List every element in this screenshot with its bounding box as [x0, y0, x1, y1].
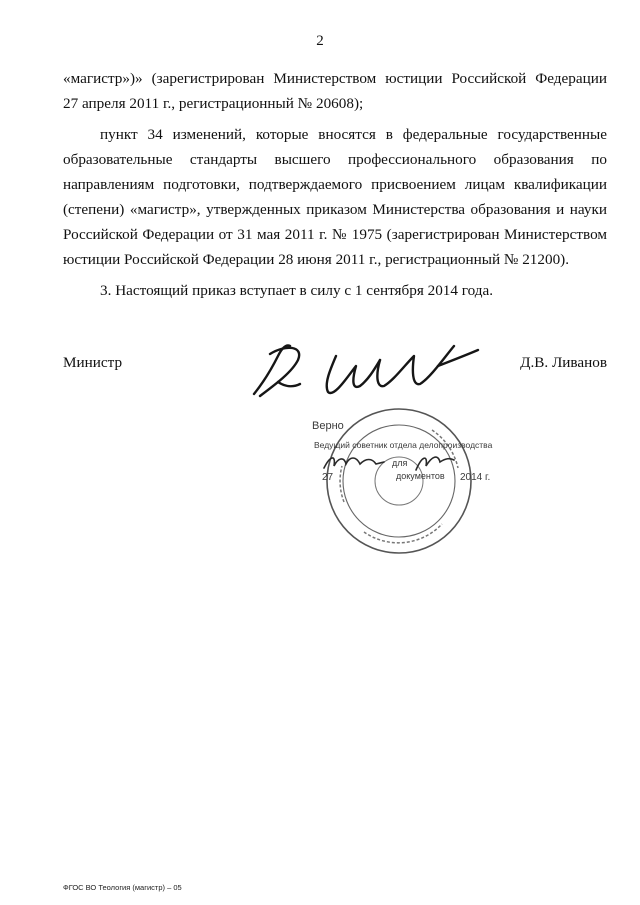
- minister-name: Д.В. Ливанов: [520, 354, 607, 371]
- text-line: направлениям подготовки, подтверждаемого присвоением лицам квалификации: [63, 176, 607, 193]
- minister-signature: [248, 336, 488, 406]
- stamp-documents: документов: [396, 471, 445, 481]
- paragraph-point-34: [63, 122, 607, 272]
- stamp-dlya: для: [392, 458, 408, 468]
- stamp-day: 27: [322, 472, 334, 483]
- text-line: юстиции Российской Федерации 28 июня 2011 г., регистрационный № 21200).: [63, 251, 570, 268]
- text-line: 27 апреля 2011 г., регистрационный № 20608);: [63, 95, 364, 112]
- stamp-verno: Верно: [312, 420, 344, 432]
- document-footer: ФГОС ВО Теология (магистр) – 05: [63, 883, 182, 892]
- text-line: (степени) «магистр», утвержденных приказом Министерства образования и науки: [63, 201, 607, 218]
- text-line: образовательные стандарты высшего профессионального образования по: [63, 151, 607, 168]
- stamp-year: 2014 г.: [460, 472, 491, 483]
- paragraph-effective-date: [63, 278, 607, 303]
- text-line: 3. Настоящий приказ вступает в силу с 1 сентября 2014 года.: [100, 282, 494, 299]
- text-line: Российской Федерации от 31 мая 2011 г. № 1975 (зарегистрирован Министерством: [63, 226, 607, 243]
- page-number: 2: [316, 33, 324, 49]
- text-line: «магистр»)» (зарегистрирован Министерством юстиции Российской Федерации: [63, 70, 607, 87]
- paragraph-registration: [63, 66, 607, 116]
- certification-stamp: [300, 400, 510, 575]
- text-line: пункт 34 изменений, которые вносятся в федеральные государственные: [100, 126, 607, 143]
- stamp-role: Ведущий советник отдела делопроизводства: [314, 440, 493, 450]
- round-seal-image: [324, 406, 474, 556]
- minister-title: Министр: [63, 354, 123, 371]
